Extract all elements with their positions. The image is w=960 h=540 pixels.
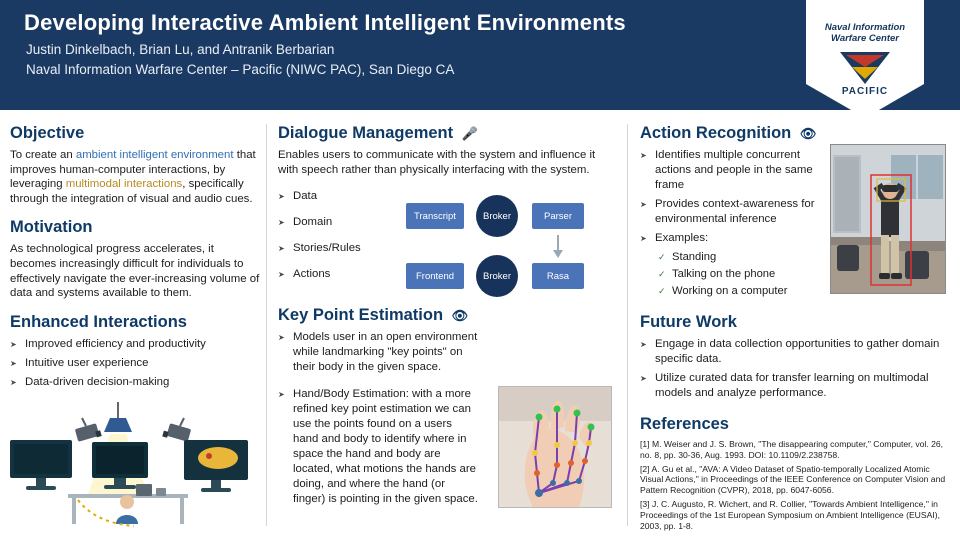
key-point-list [278, 330, 478, 507]
logo-line-2: Warfare Center [831, 33, 899, 44]
list-item: ➤ Intuitive user experience [10, 356, 260, 371]
action-heading-text: Action Recognition [640, 124, 792, 142]
list-item: ➤ Improved efficiency and productivity [10, 337, 260, 352]
niwc-logo [806, 0, 924, 118]
key-point-estimation-heading [278, 306, 608, 325]
objective-text [10, 148, 260, 206]
action-examples-list [640, 250, 830, 299]
action-recognition-list [640, 148, 830, 246]
left-column [10, 124, 260, 400]
keypoint-heading-text: Key Point Estimation [278, 306, 444, 325]
hand-keypoint-svg [499, 387, 612, 508]
list-item: ➤ Hand/Body Estimation: with a more refined key point estimation we can use the points found on a users hand and body to identify where in space the hand and body are located, what motions the hands are doing, and where the hand (or finger) is pointing in the given space. [278, 387, 478, 507]
list-item: ➤ Identifies multiple concurrent actions and people in the same frame [640, 148, 830, 193]
list-item: ➤ Actions [278, 267, 388, 282]
hand-keypoint-image [498, 386, 612, 508]
eye-icon: 👁 [799, 126, 817, 141]
diagram-node-parser: Parser [532, 203, 584, 229]
list-item: ➤ Provides context-awareness for environmental inference [640, 197, 830, 227]
ambient-environment-illustration [8, 398, 250, 532]
diagram-node-frontend: Frontend [406, 263, 464, 289]
objective-text-3: , specifically through the integration of visual and audio cues. [10, 178, 253, 205]
objective-text-1: To create an [10, 149, 76, 161]
page-title: Developing Interactive Ambient Intelligent Environments [24, 10, 626, 35]
action-recognition-svg [831, 145, 946, 294]
list-item: ✓ Standing [658, 250, 830, 265]
list-item: ✓ Talking on the phone [658, 267, 830, 282]
motivation-heading: Motivation [10, 218, 93, 237]
eye-icon: 👁 [451, 308, 469, 324]
reference-item: [3] J. C. Augusto, R. Wichert, and R. Collier, "Towards Ambient Intelligence," in Proceedings of the 1st European Symposium on Ambient Intelligence (EUSAI), 2003, pp. 1-8. [640, 498, 940, 531]
list-item: ➤ Stories/Rules [278, 241, 388, 256]
column-divider-2 [627, 124, 628, 526]
dialogue-diagram [278, 191, 608, 299]
action-recognition-image [830, 144, 946, 294]
logo-line-1: Naval Information [824, 22, 906, 33]
list-item: ➤ Examples: [640, 231, 830, 246]
dialogue-heading-text: Dialogue Management [278, 124, 454, 142]
diagram-node-broker-bottom: Broker [476, 255, 518, 297]
column-divider-1 [266, 124, 267, 526]
list-item: ➤ Models user in an open environment while landmarking "key points" on their body in the given space. [278, 330, 478, 375]
action-recognition-heading [640, 124, 952, 143]
logo-text-bottom: PACIFIC [841, 86, 889, 97]
shield-icon [806, 0, 924, 118]
list-item: ✓ Working on a computer [658, 284, 830, 299]
microphone-icon: 🎤 [461, 126, 478, 141]
dialogue-management-heading [278, 124, 608, 143]
enhanced-interactions-heading: Enhanced Interactions [10, 312, 187, 331]
list-item: ➤ Utilize curated data for transfer learning on multimodal models and analyze performance. [640, 371, 952, 401]
motivation-text: As technological progress accelerates, it becomes increasingly difficult for individuals to effectively navigate the ever-increasing volume of data and systems available to them. [10, 243, 260, 300]
objective-highlight-2: multimodal interactions [65, 178, 183, 191]
list-item: ➤ Domain [278, 215, 388, 230]
list-item: ➤ Data-driven decision-making [10, 375, 260, 390]
references-heading: References [640, 415, 729, 433]
author-list: Justin Dinkelbach, Brian Lu, and Antranik Berbarian [26, 42, 335, 57]
diagram-node-broker-top: Broker [476, 195, 518, 237]
reference-item: [1] M. Weiser and J. S. Brown, "The disappearing computer," Computer, vol. 26, no. 8, pp. 30-36, Aug. 1993. DOI: 10.1109/2.238758. [640, 439, 944, 460]
future-work-heading: Future Work [640, 313, 737, 331]
objective-text-2: that improves human-computer interactions, by leveraging [10, 149, 256, 191]
future-work-list [640, 337, 952, 401]
ambient-room-svg [8, 398, 250, 532]
dialogue-text: Enables users to communicate with the system and influence it with speech rather than physically interfacing with the system. [278, 149, 596, 176]
diagram-node-transcript: Transcript [406, 203, 464, 229]
reference-item: [2] A. Gu et al., "AVA: A Video Dataset of Spatio-temporally Localized Atomic Visual Actions," in Proceedings of the IEEE Conference on Computer Vision and Pattern Recognition (CVPR), 2018, pp. 6047-6056. [640, 463, 946, 496]
objective-highlight-1: ambient intelligent environment [75, 149, 234, 161]
list-item: ➤ Engage in data collection opportunities to gather domain specific data. [640, 337, 952, 367]
enhanced-interactions-list [10, 337, 260, 390]
objective-heading: Objective [10, 124, 85, 142]
arrow-down-icon [550, 235, 566, 259]
list-item: ➤ Data [278, 189, 388, 204]
affiliation: Naval Information Warfare Center – Pacific (NIWC PAC), San Diego CA [26, 62, 455, 77]
logo-text-top [806, 22, 924, 44]
diagram-node-rasa: Rasa [532, 263, 584, 289]
